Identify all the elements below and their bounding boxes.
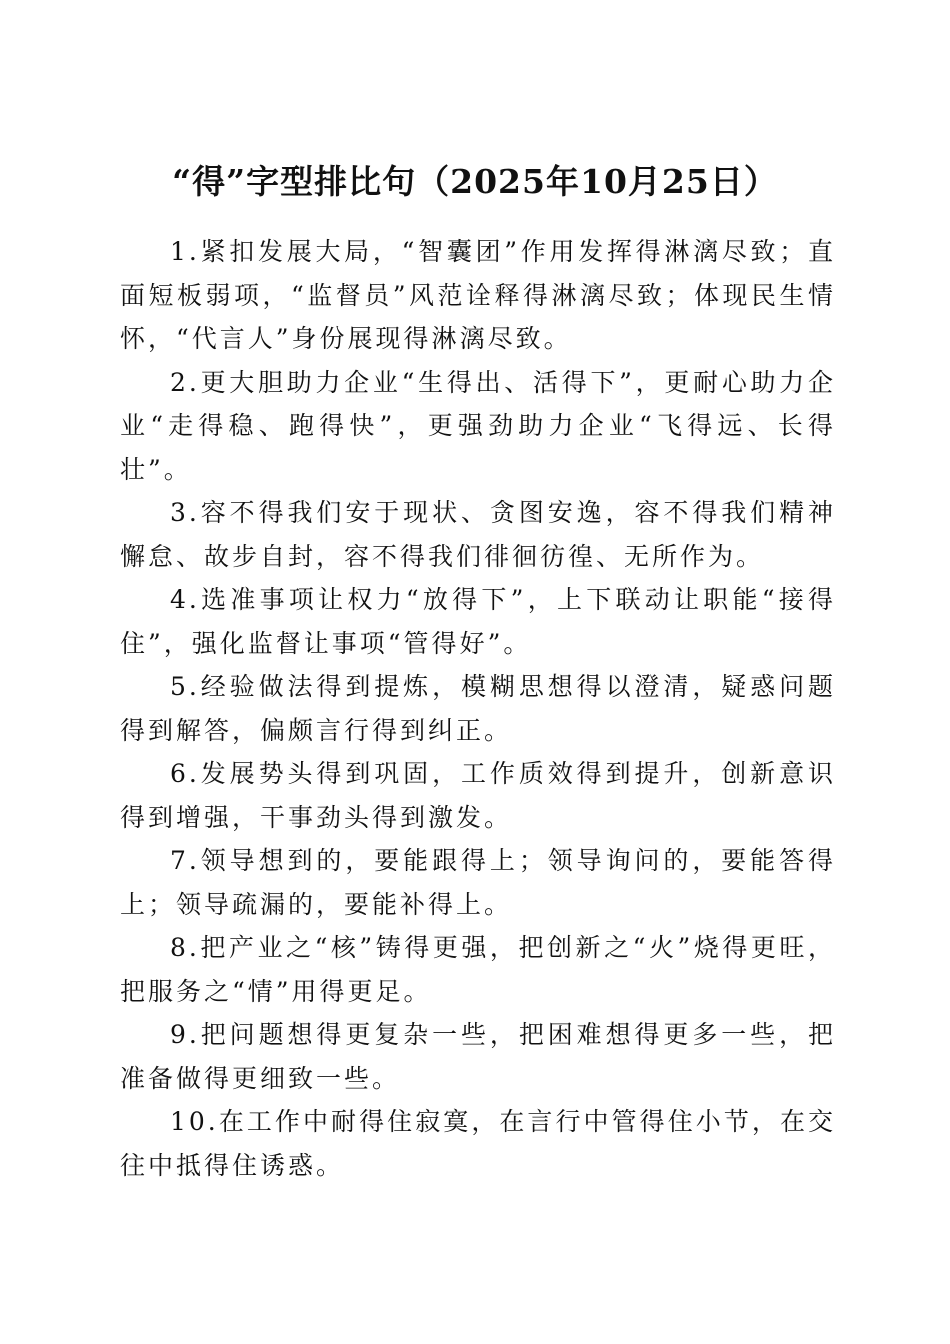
paragraph-5: 5.经验做法得到提炼，模糊思想得以澄清，疑惑问题得到解答，偏颇言行得到纠正。 — [120, 672, 836, 745]
paragraph-10: 10.在工作中耐得住寂寞，在言行中管得住小节，在交往中抵得住诱惑。 — [120, 1107, 836, 1180]
paragraph-7: 7.领导想到的，要能跟得上；领导询问的，要能答得上；领导疏漏的，要能补得上。 — [120, 846, 836, 919]
paragraph-1: 1.紧扣发展大局，“智囊团”作用发挥得淋漓尽致；直面短板弱项，“监督员”风范诠释得淋漓尽致；体现民生情怀，“代言人”身份展现得淋漓尽致。 — [120, 237, 836, 353]
paragraph-3: 3.容不得我们安于现状、贪图安逸，容不得我们精神懈怠、故步自封，容不得我们徘徊彷徨、无所作为。 — [120, 498, 836, 571]
document-title: “得”字型排比句（2025年10月25日） — [172, 162, 778, 202]
paragraph-8: 8.把产业之“核”铸得更强，把创新之“火”烧得更旺，把服务之“情”用得更足。 — [120, 933, 836, 1006]
paragraph-9: 9.把问题想得更复杂一些，把困难想得更多一些，把准备做得更细致一些。 — [120, 1020, 836, 1093]
paragraph-2: 2.更大胆助力企业“生得出、活得下”，更耐心助力企业“走得稳、跑得快”，更强劲助力企业“飞得远、长得壮”。 — [120, 367, 836, 484]
paragraph-6: 6.发展势头得到巩固，工作质效得到提升，创新意识得到增强，干事劲头得到激发。 — [120, 759, 836, 832]
document-body — [120, 230, 836, 1187]
paragraph-4: 4.选准事项让权力“放得下”，上下联动让职能“接得住”，强化监督让事项“管得好”。 — [120, 585, 836, 658]
